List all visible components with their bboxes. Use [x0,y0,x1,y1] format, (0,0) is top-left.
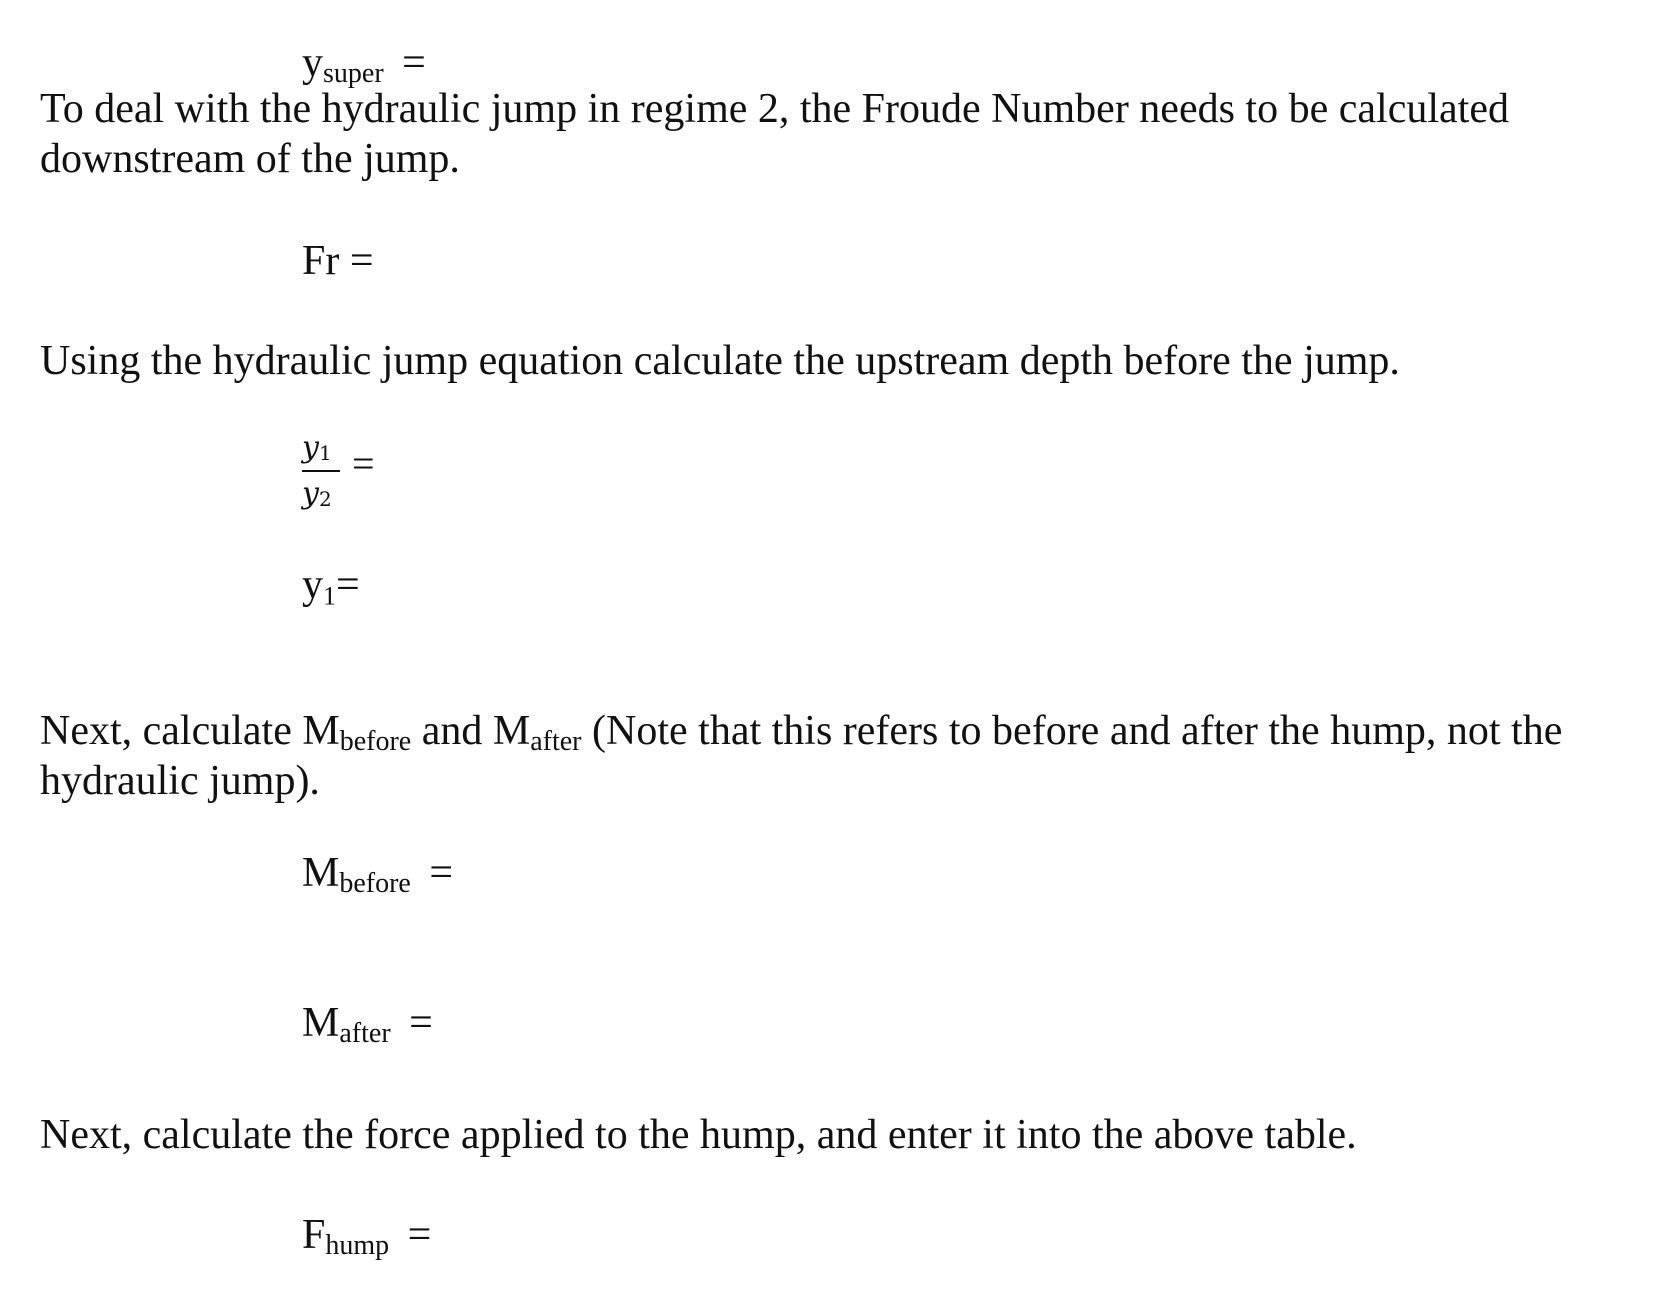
paragraph-force: Next, calculate the force applied to the hump, and enter it into the above table. [40,1112,1357,1158]
eq-froude [302,236,374,286]
momentum-sub-before: before [339,726,412,758]
eq-m-after-base: M [302,1000,340,1046]
paragraph-froude-intro: To deal with the hydraulic jump in regime 2, the Froude Number needs to be calculated downstream of the jump. [40,86,1509,182]
eq-m-after-sign: = [409,1000,433,1046]
eq-f-hump [302,1210,431,1260]
fraction-bar [302,470,340,472]
eq-froude-sign: = [349,238,374,284]
eq-m-before-base: M [302,850,340,896]
momentum-text-3: (Note that this refers to before and after the hump, not the hydraulic jump). [40,708,1563,804]
eq-f-hump-sign: = [407,1212,432,1258]
ratio-denominator [302,476,332,517]
ratio-den-base: y [302,476,319,511]
eq-m-after-sub: after [339,1018,391,1050]
eq-y-super-base: y [302,40,323,86]
eq-froude-base: Fr [302,238,340,284]
momentum-sub-after: after [530,726,582,758]
eq-y-super [302,38,426,88]
ratio-num-base: y [302,430,319,465]
eq-f-hump-base: F [302,1212,326,1258]
ratio-sign: = [352,441,375,486]
momentum-text-2: and M [411,708,531,754]
eq-m-before [302,848,453,898]
eq-depth-ratio [302,430,382,530]
eq-f-hump-sub: hump [325,1230,390,1262]
ratio-numerator [302,430,332,471]
momentum-text-1: Next, calculate M [40,708,340,754]
paragraph-jump-equation: Using the hydraulic jump equation calculate the upstream depth before the jump. [40,338,1400,384]
eq-y-super-sign: = [402,40,426,86]
ratio-den-sub: 2 [318,487,332,511]
eq-m-after [302,998,433,1048]
paragraph-momentum [40,706,1620,806]
eq-y-super-sub: super [323,58,384,90]
eq-m-before-sub: before [339,868,411,900]
eq-y1-sign: = [336,562,360,608]
eq-y1 [302,560,360,610]
eq-y1-sub: 1 [323,581,336,611]
eq-y1-base: y [302,562,323,608]
ratio-num-sub: 1 [318,441,332,465]
eq-m-before-sign: = [429,850,454,896]
